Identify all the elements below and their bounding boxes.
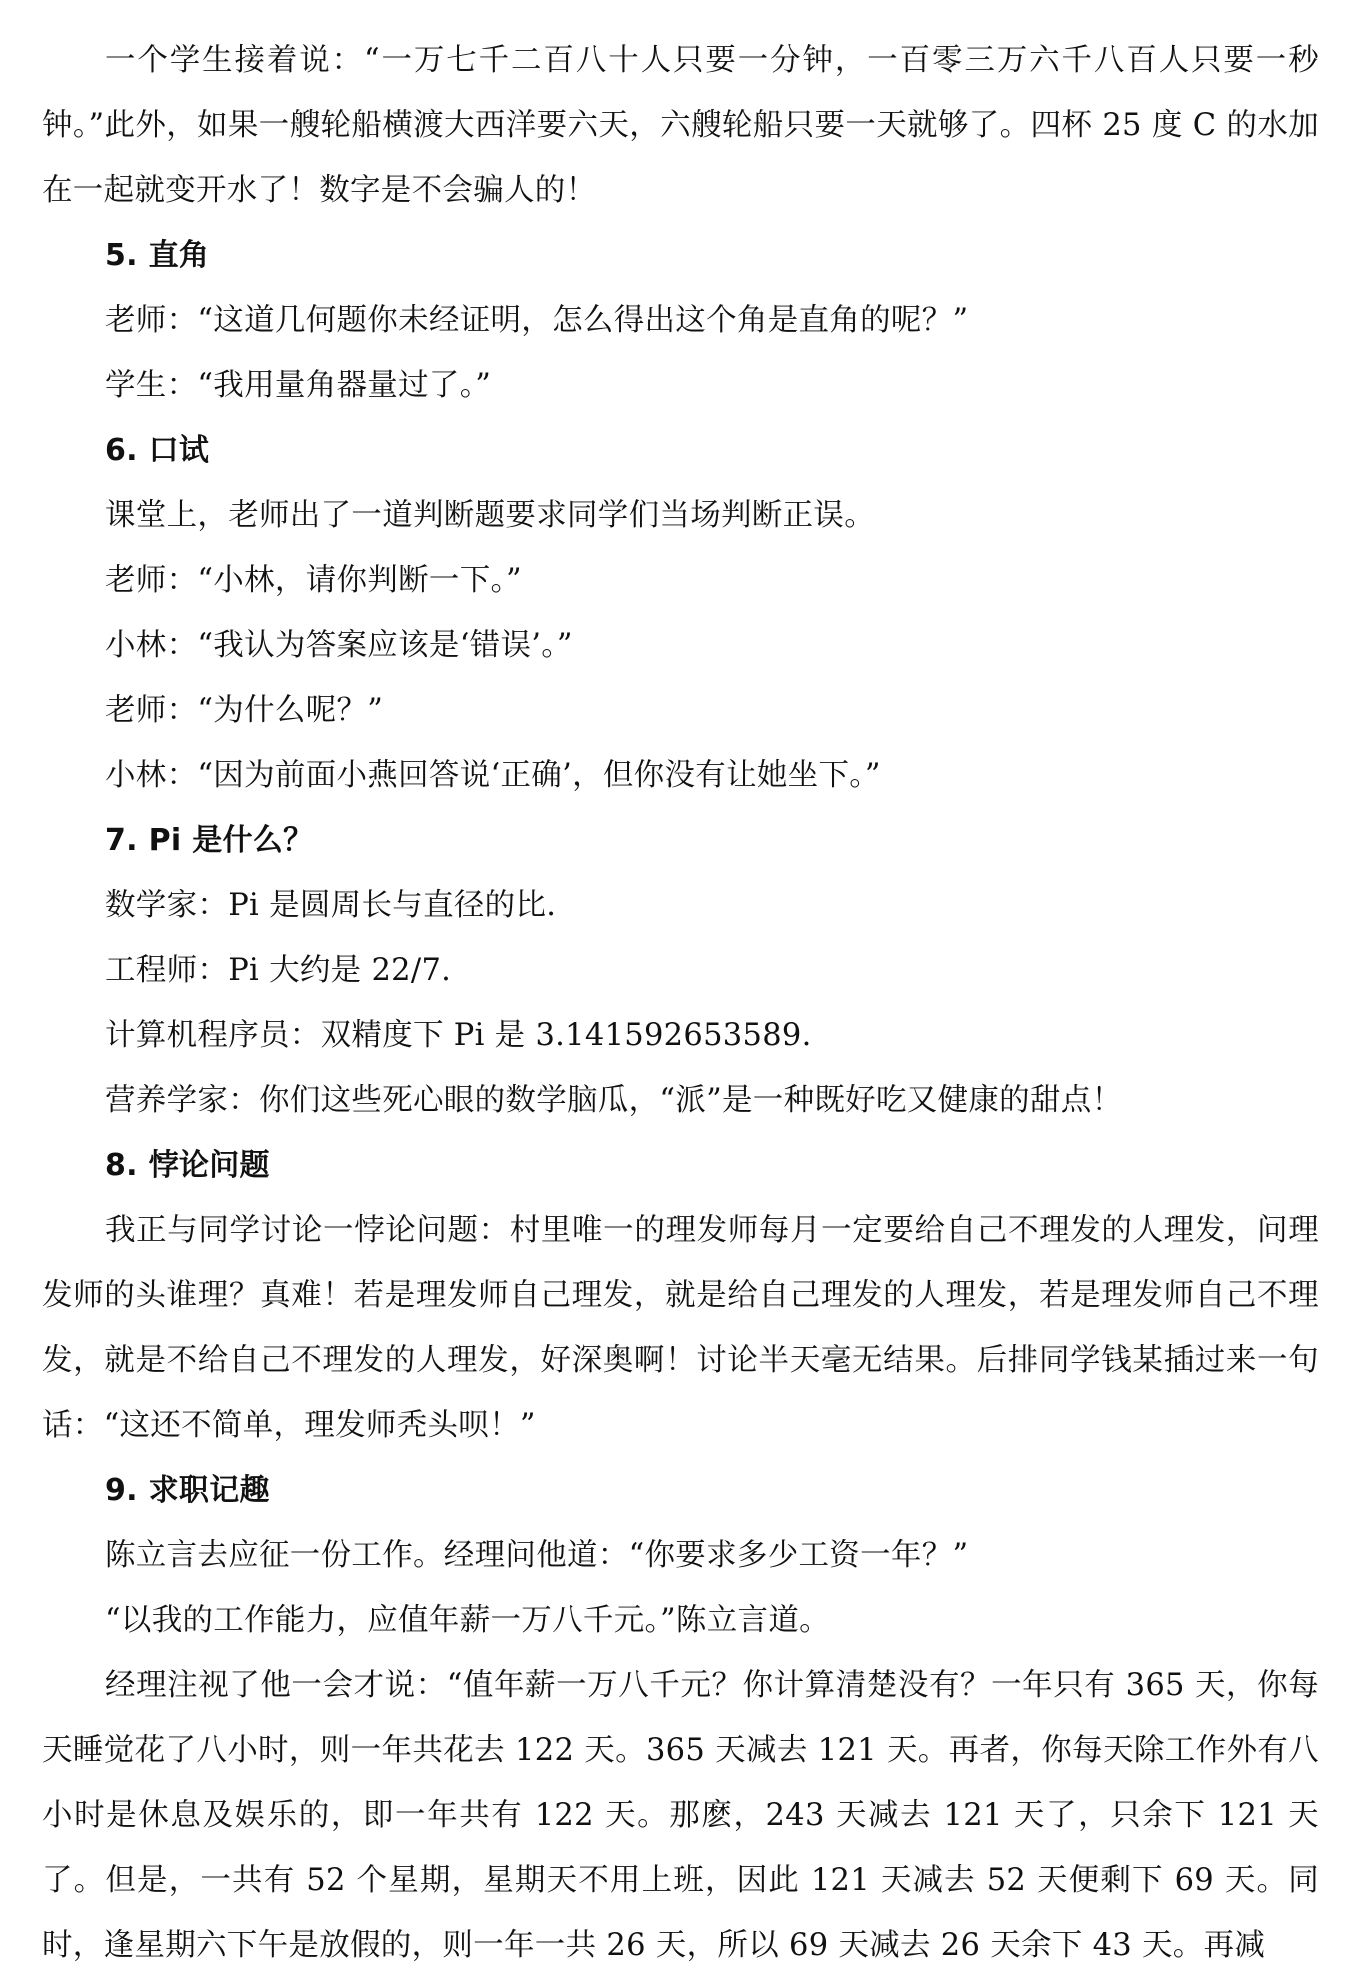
body-paragraph: 陈立言去应征一份工作。经理问他道：“你要求多少工资一年？”	[105, 1538, 969, 1573]
body-paragraph: 课堂上，老师出了一道判断题要求同学们当场判断正误。	[105, 498, 875, 533]
body-paragraph: 营养学家：你们这些死心眼的数学脑瓜，“派”是一种既好吃又健康的甜点！	[105, 1083, 1123, 1118]
section-heading: 9. 求职记趣	[105, 1473, 270, 1508]
document-body	[42, 28, 1319, 1978]
body-paragraph: 我正与同学讨论一悖论问题：村里唯一的理发师每月一定要给自己不理发的人理发，问理发师的头谁理？真难！若是理发师自己理发，就是给自己理发的人理发，若是理发师自己不理发，就是不给自己不理发的人理发，好深奥啊！讨论半天毫无结果。后排同学钱某插过来一句话：“这还不简单，理发师秃头呗！”	[42, 1213, 1319, 1443]
body-paragraph: 数学家：Pi 是圆周长与直径的比.	[105, 888, 557, 923]
body-paragraph: 老师：“为什么呢？”	[105, 693, 384, 728]
body-paragraph: 经理注视了他一会才说：“值年薪一万八千元？你计算清楚没有？一年只有 365 天，你每天睡觉花了八小时，则一年共花去 122 天。365 天减去 121 天。再者，你每天除工作外有八小时是休息及娱乐的，即一年共有 122 天。那麽，243 天减去 121 天了，只余下 121 天了。但是，一共有 52 个星期，星期天不用上班，因此 121 天减去 52 天便剩下 69 天。同时，逢星期六下午是放假的，则一年一共 26 天，所以 69 天减去 26 天余下 43 天。再减	[42, 1668, 1319, 1963]
body-paragraph: 小林：“因为前面小燕回答说‘正确’，但你没有让她坐下。”	[105, 758, 881, 793]
body-paragraph: 小林：“我认为答案应该是‘错误’。”	[105, 628, 573, 663]
body-paragraph: 一个学生接着说：“一万七千二百八十人只要一分钟，一百零三万六千八百人只要一秒钟。”此外，如果一艘轮船横渡大西洋要六天，六艘轮船只要一天就够了。四杯 25 度 C 的水加在一起就变开水了！数字是不会骗人的！	[42, 43, 1319, 208]
section-heading: 8. 悖论问题	[105, 1148, 270, 1183]
body-paragraph: “以我的工作能力，应值年薪一万八千元。”陈立言道。	[105, 1603, 830, 1638]
section-heading: 6. 口试	[105, 433, 210, 468]
section-heading: 7. Pi 是什么？	[105, 823, 314, 858]
body-paragraph: 工程师：Pi 大约是 22/7.	[105, 953, 452, 988]
section-heading: 5. 直角	[105, 238, 210, 273]
body-paragraph: 老师：“这道几何题你未经证明，怎么得出这个角是直角的呢？”	[105, 303, 969, 338]
body-paragraph: 学生：“我用量角器量过了。”	[105, 368, 492, 403]
body-paragraph: 计算机程序员：双精度下 Pi 是 3.141592653589.	[105, 1018, 812, 1053]
body-paragraph: 老师：“小林，请你判断一下。”	[105, 563, 522, 598]
